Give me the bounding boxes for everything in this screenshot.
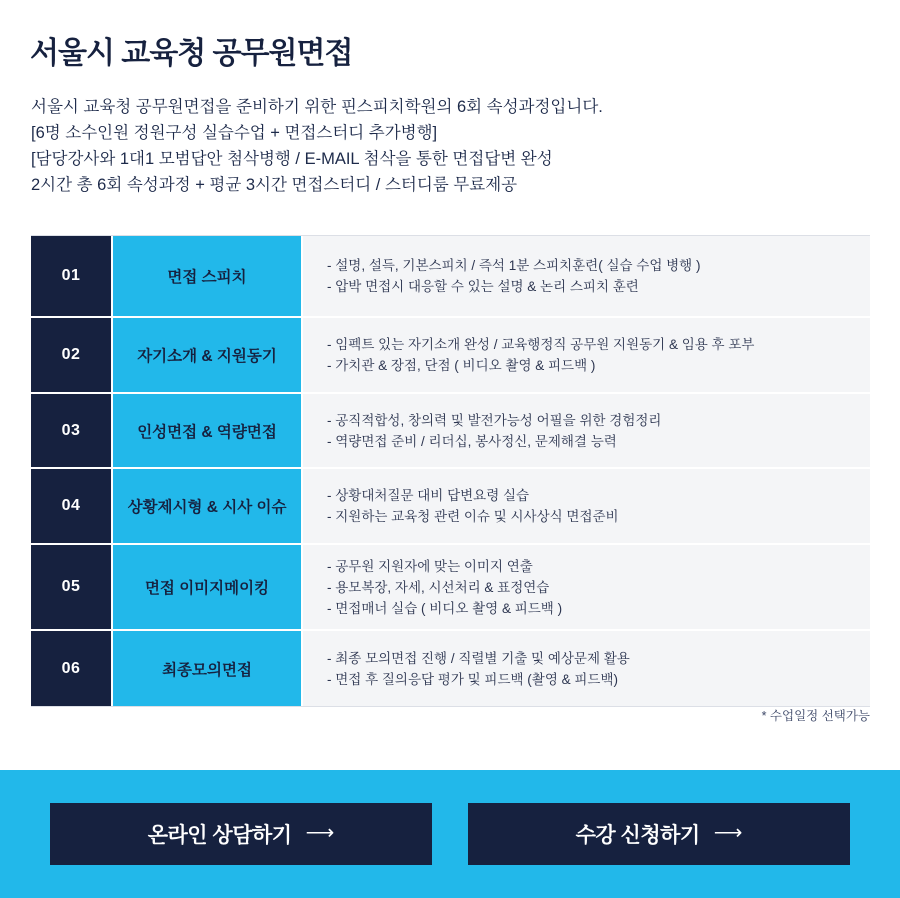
row-number: 04 (31, 469, 111, 543)
description-line: - 용모복장, 자세, 시선처리 & 표정연습 (327, 579, 550, 595)
row-number: 06 (31, 631, 111, 706)
row-description (301, 236, 870, 316)
intro-line: 2시간 총 6회 속성과정 + 평균 3시간 면접스터디 / 스터디룸 무료제공 (31, 176, 518, 194)
row-topic: 인성면접 & 역량면접 (111, 394, 301, 467)
description-line: - 공직적합성, 창의력 및 발전가능성 어필을 위한 경험정리 (327, 412, 662, 428)
description-line: - 가치관 & 장점, 단점 ( 비디오 촬영 & 피드백 ) (327, 358, 596, 373)
course-application-label: 수강 신청하기 (575, 824, 700, 847)
description-line: - 임펙트 있는 자기소개 완성 / 교육행정직 공무원 지원동기 & 임용 후 포부 (327, 337, 755, 352)
intro-line: 서울시 교육청 공무원면접을 준비하기 위한 핀스피치학원의 6회 속성과정입니다. (31, 98, 603, 116)
arrow-right-icon: ⟶ (713, 822, 743, 844)
row-topic: 자기소개 & 지원동기 (111, 318, 301, 392)
description-line: - 최종 모의면접 진행 / 직렬별 기출 및 예상문제 활용 (327, 650, 630, 666)
table-row (31, 236, 870, 318)
intro-paragraph (31, 94, 871, 198)
intro-line: [담당강사와 1대1 모범답안 첨삭병행 / E-MAIL 첨삭을 통한 면접답변 완성 (31, 150, 553, 168)
description-line: - 면접매너 실습 ( 비디오 촬영 & 피드백 ) (327, 600, 563, 616)
row-topic: 최종모의면접 (111, 631, 301, 706)
table-row (31, 318, 870, 394)
description-line: - 설명, 설득, 기본스피치 / 즉석 1분 스피치훈련( 실습 수업 병행 ) (327, 258, 701, 273)
course-application-button[interactable] (468, 803, 850, 865)
description-line: - 압박 면접시 대응할 수 있는 설명 & 논리 스피치 훈련 (327, 279, 639, 294)
row-topic: 상황제시형 & 시사 이슈 (111, 469, 301, 543)
cta-bar (0, 770, 900, 898)
description-line: - 공무원 지원자에 맞는 이미지 연출 (327, 558, 533, 574)
schedule-note: * 수업일정 선택가능 (761, 709, 870, 723)
row-description (301, 394, 870, 467)
row-description (301, 469, 870, 543)
row-number: 05 (31, 545, 111, 629)
table-row (31, 631, 870, 706)
page-title: 서울시 교육청 공무원면접 (30, 37, 353, 70)
online-consultation-label: 온라인 상담하기 (147, 824, 292, 847)
description-line: - 역량면접 준비 / 리더십, 봉사정신, 문제해결 능력 (327, 433, 617, 449)
table-row (31, 469, 870, 545)
row-topic: 면접 스피치 (111, 236, 301, 316)
row-description (301, 545, 870, 629)
description-line: - 지원하는 교육청 관련 이슈 및 시사상식 면접준비 (327, 509, 619, 524)
row-description (301, 631, 870, 706)
arrow-right-icon: ⟶ (305, 822, 335, 844)
curriculum-table (31, 235, 870, 707)
online-consultation-button[interactable] (50, 803, 432, 865)
table-row (31, 545, 870, 631)
description-line: - 면접 후 질의응답 평가 및 피드백 (촬영 & 피드백) (327, 671, 618, 687)
row-description (301, 318, 870, 392)
row-number: 02 (31, 318, 111, 392)
intro-line: [6명 소수인원 정원구성 실습수업 + 면접스터디 추가병행] (31, 124, 438, 142)
description-line: - 상황대처질문 대비 답변요령 실습 (327, 488, 530, 503)
row-topic: 면접 이미지메이킹 (111, 545, 301, 629)
row-number: 01 (31, 236, 111, 316)
table-row (31, 394, 870, 469)
row-number: 03 (31, 394, 111, 467)
